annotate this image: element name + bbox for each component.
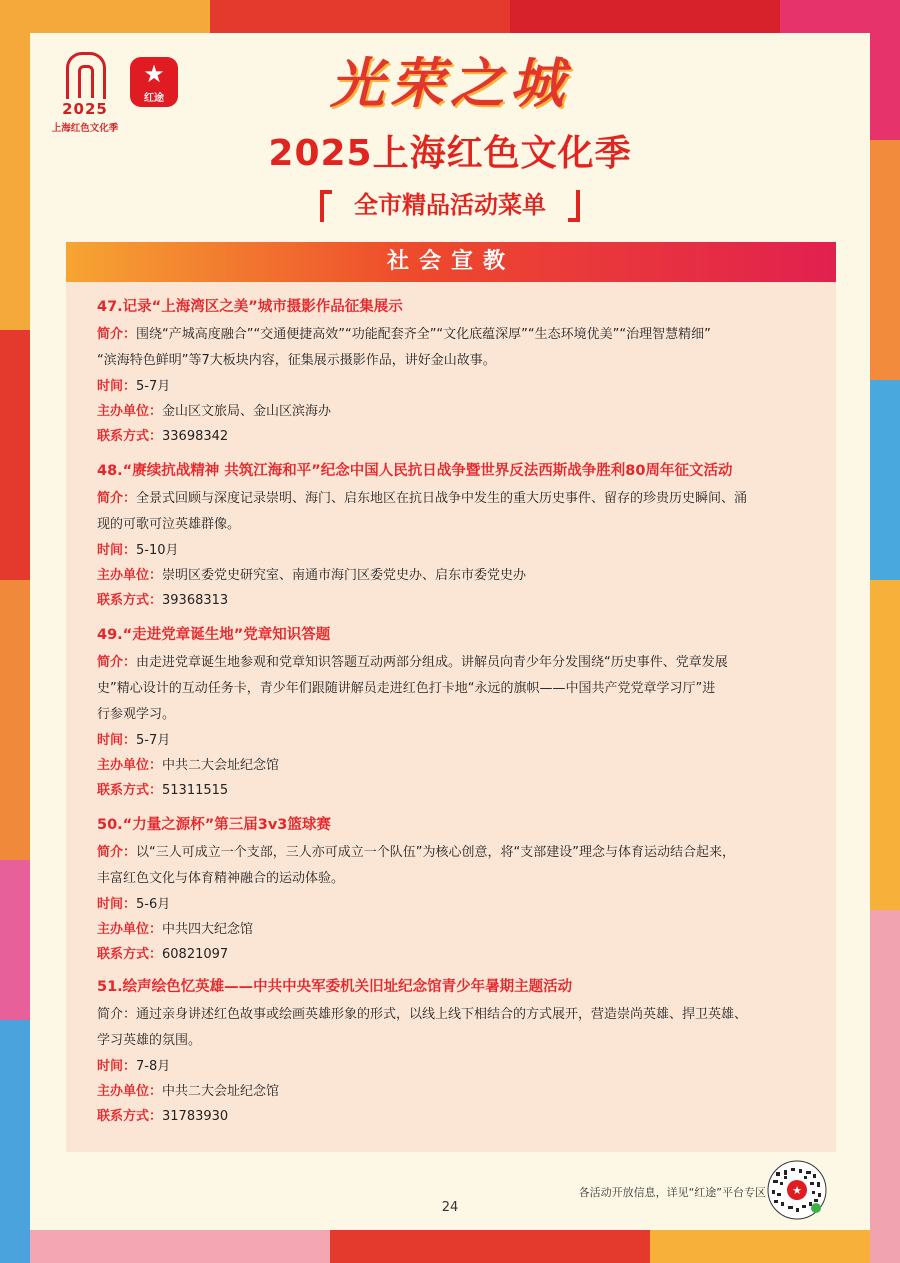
time-label: 时间： bbox=[97, 543, 137, 558]
activity-item bbox=[97, 814, 817, 967]
calligraphy-title: 光荣之城 bbox=[330, 51, 570, 115]
logo-caption: 上海红色文化季 bbox=[51, 123, 119, 134]
activity-intro bbox=[97, 322, 817, 374]
activity-contact bbox=[97, 424, 817, 449]
activity-title: 50.“力量之源杯”第三届3v3篮球赛 bbox=[97, 817, 331, 833]
activity-intro bbox=[97, 486, 817, 538]
organizer-label: 主办单位： bbox=[97, 758, 163, 773]
contact-value: 60821097 bbox=[162, 947, 229, 962]
activity-intro bbox=[97, 840, 817, 892]
activity-time bbox=[97, 1054, 817, 1079]
time-value: 5-7月 bbox=[136, 379, 171, 394]
time-label: 时间： bbox=[97, 1059, 137, 1074]
culture-season-logo bbox=[46, 50, 124, 138]
contact-label: 联系方式： bbox=[97, 1109, 163, 1124]
activity-contact bbox=[97, 942, 817, 967]
page-title: 2025上海红色文化季 bbox=[268, 133, 632, 174]
subtitle-text: 全市精品活动菜单 bbox=[354, 191, 546, 219]
section-header: 社会宣教 bbox=[66, 242, 836, 282]
organizer-value: 中共四大纪念馆 bbox=[162, 922, 254, 937]
hongtu-app-icon bbox=[130, 57, 178, 107]
organizer-value: 崇明区委党史研究室、南通市海门区委党史办、启东市委党史办 bbox=[162, 568, 527, 583]
intro-line: 围绕“产城高度融合”“交通便捷高效”“功能配套齐全”“文化底蕴深厚”“生态环境优美”“治理智慧精细” bbox=[136, 327, 711, 342]
intro-line: 史”精心设计的互动任务卡，青少年们跟随讲解员走进红色打卡地“永远的旗帜——中国共产党党章学习厅”进 bbox=[97, 681, 716, 696]
activity-time bbox=[97, 728, 817, 753]
intro-label: 简介： bbox=[97, 845, 137, 860]
intro-line: 学习英雄的氛围。 bbox=[97, 1033, 202, 1048]
time-label: 时间： bbox=[97, 379, 137, 394]
activity-contact bbox=[97, 778, 817, 803]
intro-line: 以“三人可成立一个支部，三人亦可成立一个队伍”为核心创意，将“支部建设”理念与体育运动结合起来， bbox=[136, 845, 735, 860]
activity-item bbox=[97, 460, 817, 613]
bracket-left-decoration bbox=[320, 190, 332, 222]
contact-label: 联系方式： bbox=[97, 947, 163, 962]
contact-value: 51311515 bbox=[162, 783, 229, 798]
party-emblem-gate-icon bbox=[66, 52, 106, 99]
intro-label: 简介： bbox=[97, 327, 137, 342]
organizer-label: 主办单位： bbox=[97, 568, 163, 583]
time-label: 时间： bbox=[97, 733, 137, 748]
intro-line: “滨海特色鲜明”等7大板块内容，征集展示摄影作品，讲好金山故事。 bbox=[97, 353, 496, 368]
organizer-value: 金山区文旅局、金山区滨海办 bbox=[162, 404, 332, 419]
time-value: 5-6月 bbox=[136, 897, 171, 912]
activity-organizer bbox=[97, 1079, 817, 1104]
contact-label: 联系方式： bbox=[97, 593, 163, 608]
intro-label: 简介： bbox=[97, 1007, 137, 1022]
intro-label: 简介： bbox=[97, 491, 137, 506]
activity-contact bbox=[97, 588, 817, 613]
organizer-label: 主办单位： bbox=[97, 1084, 163, 1099]
intro-line: 通过亲身讲述红色故事或绘画英雄形象的形式，以线上线下相结合的方式展开，营造崇尚英雄、捍卫英雄、 bbox=[136, 1007, 748, 1022]
contact-value: 33698342 bbox=[162, 429, 229, 444]
page-subtitle bbox=[300, 186, 600, 224]
app-icon-label: 红途 bbox=[144, 93, 164, 104]
organizer-label: 主办单位： bbox=[97, 404, 163, 419]
contact-label: 联系方式： bbox=[97, 429, 163, 444]
intro-line: 丰富红色文化与体育精神融合的运动体验。 bbox=[97, 871, 345, 886]
activity-organizer bbox=[97, 563, 817, 588]
page-number: 24 bbox=[441, 1200, 459, 1215]
intro-line: 现的可歌可泣英雄群像。 bbox=[97, 517, 241, 532]
organizer-value: 中共二大会址纪念馆 bbox=[162, 758, 280, 773]
activity-intro bbox=[97, 650, 817, 728]
activity-item bbox=[97, 976, 817, 1129]
time-value: 5-7月 bbox=[136, 733, 171, 748]
activity-title: 51.绘声绘色忆英雄——中共中央军委机关旧址纪念馆青少年暑期主题活动 bbox=[97, 979, 573, 995]
activity-title: 47.记录“上海湾区之美”城市摄影作品征集展示 bbox=[97, 299, 403, 315]
svg-text:★: ★ bbox=[792, 1184, 802, 1197]
activity-time bbox=[97, 374, 817, 399]
contact-value: 31783930 bbox=[162, 1109, 229, 1124]
activity-time bbox=[97, 538, 817, 563]
activity-organizer bbox=[97, 753, 817, 778]
activity-organizer bbox=[97, 917, 817, 942]
intro-line: 全景式回顾与深度记录崇明、海门、启东地区在抗日战争中发生的重大历史事件、留存的珍贵历史瞬间、涌 bbox=[136, 491, 748, 506]
intro-line: 行参观学习。 bbox=[97, 707, 176, 722]
activity-item bbox=[97, 624, 817, 803]
time-value: 7-8月 bbox=[136, 1059, 171, 1074]
activity-contact bbox=[97, 1104, 817, 1129]
bracket-right-decoration bbox=[568, 190, 580, 222]
activity-item bbox=[97, 296, 817, 449]
intro-label: 简介： bbox=[97, 655, 137, 670]
contact-value: 39368313 bbox=[162, 593, 229, 608]
activity-organizer bbox=[97, 399, 817, 424]
activity-title: 49.“走进党章诞生地”党章知识答题 bbox=[97, 627, 331, 643]
time-label: 时间： bbox=[97, 897, 137, 912]
activity-title: 48.“赓续抗战精神 共筑江海和平”纪念中国人民抗日战争暨世界反法西斯战争胜利80周年征文活动 bbox=[97, 463, 733, 479]
organizer-value: 中共二大会址纪念馆 bbox=[162, 1084, 280, 1099]
time-value: 5-10月 bbox=[136, 543, 179, 558]
contact-label: 联系方式： bbox=[97, 783, 163, 798]
organizer-label: 主办单位： bbox=[97, 922, 163, 937]
intro-line: 由走进党章诞生地参观和党章知识答题互动两部分组成。讲解员向青少年分发围绕“历史事件、党章发展 bbox=[136, 655, 728, 670]
activity-time bbox=[97, 892, 817, 917]
activity-intro bbox=[97, 1002, 817, 1054]
logo-year: 2025 bbox=[62, 100, 108, 118]
footer-note: 各活动开放信息，详见“红途”平台专区 bbox=[578, 1186, 766, 1199]
qr-code-icon[interactable] bbox=[764, 1160, 830, 1220]
star-icon: ★ bbox=[143, 60, 165, 88]
